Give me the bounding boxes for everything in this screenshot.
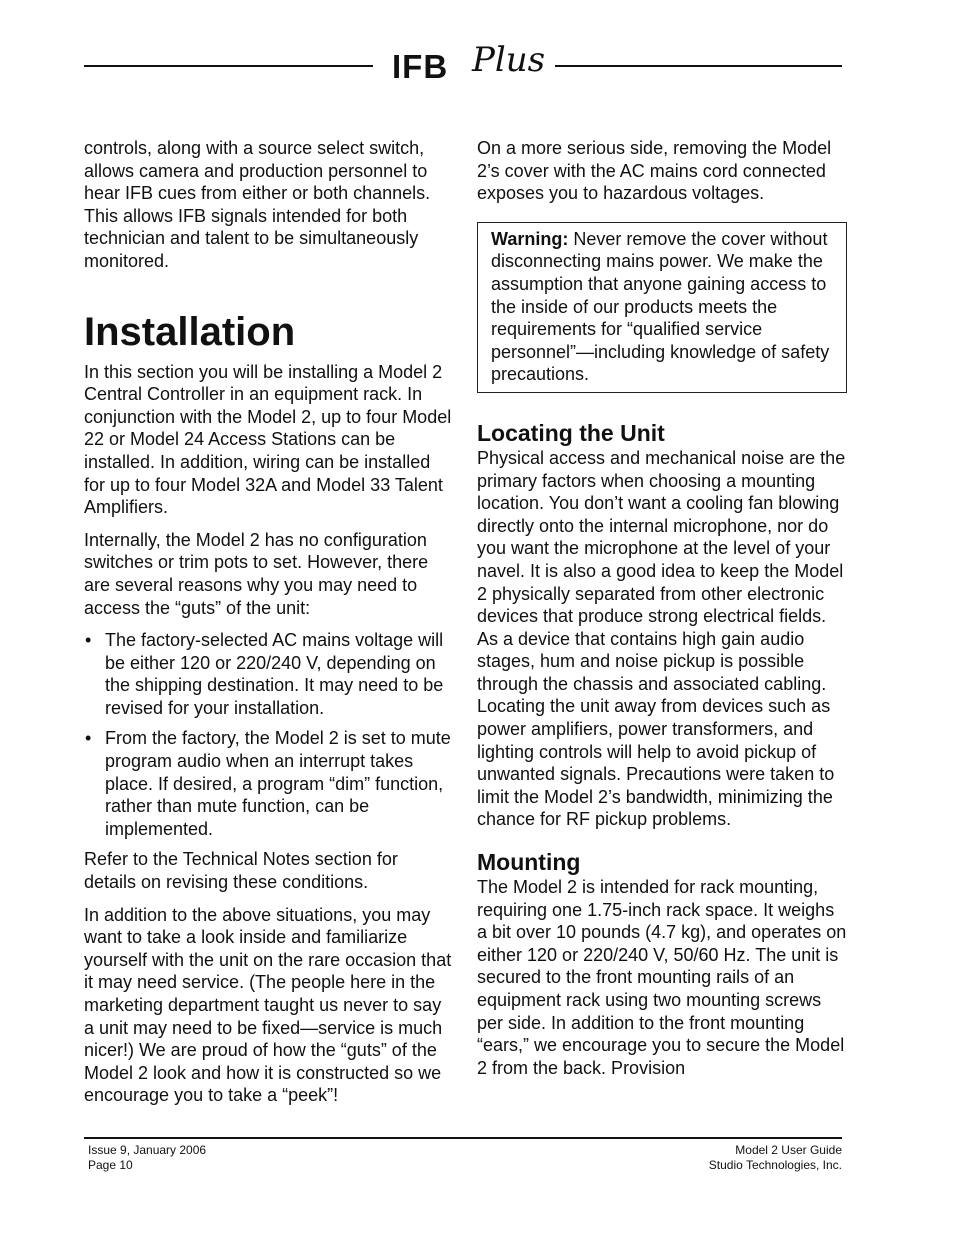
bullet-icon: • xyxy=(85,630,92,651)
hazard-paragraph: On a more serious side, removing the Model 2’s cover with the AC mains cord connected exposes you to hazardous voltages. xyxy=(477,138,832,204)
installation-paragraph-1: In this section you will be installing a Model 2 Central Controller in an equipment rack. In conjunction with the Model 2, up to four Model 22 or Model 24 Access Stations can be installed. In addition, wiring can be installed for up to four Model 32A and Model 33 Talent Amplifiers. xyxy=(84,361,452,518)
footer-guide-title: Model 2 User Guide xyxy=(735,1143,842,1157)
list-item-text: The factory-selected AC mains voltage will be either 120 or 220/240 V, depending on the shipping destination. It may need to be revised for your installation. xyxy=(105,630,444,718)
header-rule-left xyxy=(84,65,373,67)
intro-paragraph: controls, along with a source select switch, allows camera and production personnel to hear IFB cues from either or both channels. This allows IFB signals intended for both technician and talent to be simultaneously monitored. xyxy=(84,138,431,271)
locating-paragraph: Physical access and mechanical noise are the primary factors when choosing a mounting location. You don’t want a cooling fan blowing directly onto the internal microphone, nor do you want the microphone at the level of your navel. It is also a good idea to keep the Model 2 physically separated from other electronic devices that produce strong electrical fields. As a device that contains high gain audio stages, hum and noise pickup is possible through the chassis and associated cabling. Locating the unit away from devices such as power amplifiers, power transformers, and lighting controls will help to avoid pickup of unwanted signals. Precautions were taken to limit the Model 2’s bandwidth, minimizing the chance for RF pickup problems. xyxy=(477,447,846,830)
bullet-icon: • xyxy=(85,728,92,749)
footer-page-number: Page 10 xyxy=(88,1158,133,1172)
list-item xyxy=(84,727,454,840)
footer-issue: Issue 9, January 2006 xyxy=(88,1143,207,1157)
installation-paragraph-4: In addition to the above situations, you may want to take a look inside and familiarize yourself with the unit on the rare occasion that it may need service. (The people here in the marketing department taught us never to say a unit may need to be fixed—service is much nicer!) We are proud of how the “guts” of the Model 2 look and how it is constructed so we encourage you to take a “peek”! xyxy=(84,904,452,1106)
footer-rule xyxy=(84,1137,842,1139)
footer-company: Studio Technologies, Inc. xyxy=(708,1158,842,1172)
left-column xyxy=(84,137,454,1107)
footer-left xyxy=(88,1143,206,1173)
footer-right xyxy=(709,1143,842,1173)
mounting-paragraph: The Model 2 is intended for rack mounting, requiring one 1.75-inch rack space. It weighs a bit over 10 pounds (4.7 kg), and operates on either 120 or 220/240 V, 50/60 Hz. The unit is secured to the front mounting rails of an equipment rack using two mounting screws per side. In addition to the front mounting “ears,” we encourage you to secure the Model 2 from the back. Provision xyxy=(477,877,847,1078)
installation-paragraph-2: Internally, the Model 2 has no configuration switches or trim pots to set. However, there are several reasons why you may need to access the “guts” of the unit: xyxy=(84,529,429,618)
list-item xyxy=(84,629,454,719)
logo-ifb-text: IFB xyxy=(392,48,449,85)
warning-text: Never remove the cover without disconnecting mains power. We make the assumption that anyone gaining access to the inside of our products meets the requirements for “qualified service personnel”—including knowledge of safety precautions. xyxy=(491,228,830,385)
mounting-heading: Mounting xyxy=(477,849,581,876)
section-title: Installation xyxy=(84,309,296,354)
list-item-text: From the factory, the Model 2 is set to mute program audio when an interrupt takes place. If desired, a program “dim” function, rather than mute function, can be implemented. xyxy=(105,728,451,839)
ifb-plus-logo xyxy=(392,40,546,88)
logo-plus-script: Plus xyxy=(472,40,546,80)
installation-paragraph-3: Refer to the Technical Notes section for details on revising these conditions. xyxy=(84,849,398,893)
header-rule-right xyxy=(555,65,842,67)
right-column xyxy=(477,137,847,1079)
reasons-list xyxy=(84,629,454,840)
warning-label: Warning: xyxy=(491,228,569,249)
locating-heading: Locating the Unit xyxy=(477,419,665,446)
warning-box xyxy=(477,222,847,393)
